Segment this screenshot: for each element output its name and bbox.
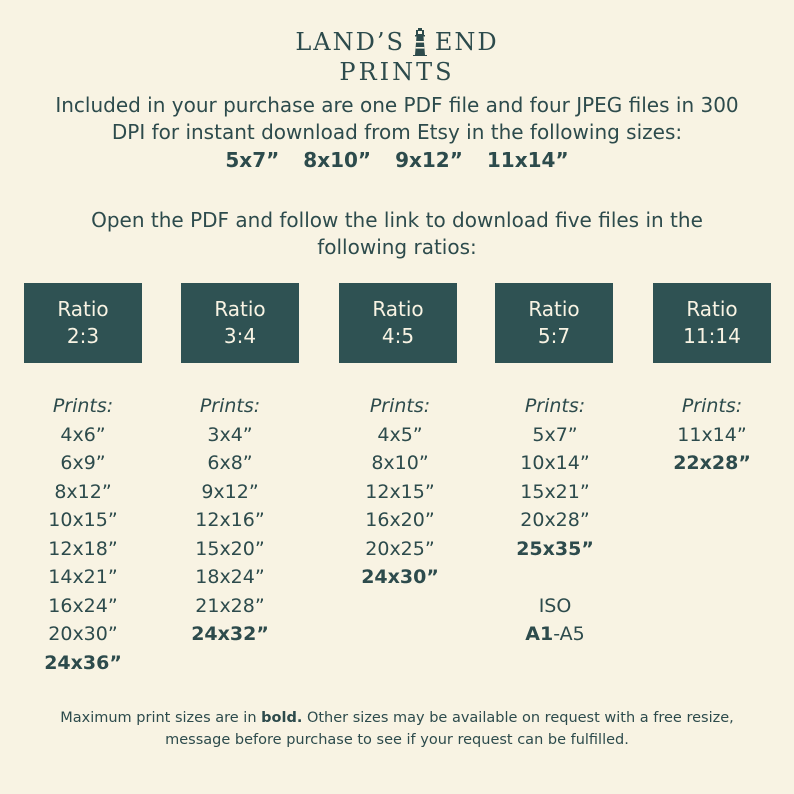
included-size: 8x10” (303, 148, 372, 172)
print-size: 16x20” (365, 509, 435, 531)
prints-header: Prints: (524, 395, 586, 417)
prints-column-4-5 (330, 392, 470, 592)
iso-rest: -A5 (553, 623, 585, 645)
ratio-box-5-7 (495, 283, 613, 363)
print-size: 12x15” (365, 480, 435, 503)
brand-word-prints: PRINTS (339, 58, 455, 86)
print-size: 15x21” (520, 480, 590, 503)
max-print-size: 24x30” (361, 566, 439, 588)
print-size: 5x7” (532, 423, 578, 446)
max-print-size: 25x35” (516, 537, 594, 560)
ratio-box-11-14 (653, 283, 771, 363)
intro-line-2: DPI for instant download from Etsy in the following sizes: (111, 120, 683, 144)
prints-header: Prints: (199, 395, 261, 417)
prints-column-5-7 (485, 392, 625, 649)
print-size: 20x25” (365, 537, 435, 560)
prints-header: Prints: (369, 395, 431, 417)
print-size: 10x15” (48, 509, 118, 531)
print-size: 3x4” (207, 423, 253, 446)
included-size: 11x14” (486, 148, 569, 172)
max-print-size: 22x28” (673, 452, 751, 474)
prints-column-11-14 (642, 392, 782, 478)
pdf-note-line-2: following ratios: (317, 235, 477, 259)
print-size: 14x21” (48, 566, 118, 588)
print-size: 9x12” (201, 480, 259, 503)
print-size: 10x14” (520, 452, 590, 474)
print-size: 12x16” (195, 509, 265, 531)
print-size: 15x20” (195, 537, 265, 560)
ratio-label: Ratio (214, 297, 266, 321)
print-size: 8x10” (371, 452, 429, 474)
brand-logo (0, 28, 794, 86)
print-size: 11x14” (677, 423, 747, 446)
print-size: 20x28” (520, 509, 590, 531)
ratio-box-3-4 (181, 283, 299, 363)
ratio-value: 11:14 (683, 324, 741, 348)
print-size: 20x30” (48, 623, 118, 645)
ratio-box-4-5 (339, 283, 457, 363)
ratio-value: 2:3 (66, 324, 100, 348)
included-sizes (0, 148, 794, 172)
prints-column-3-4 (160, 392, 300, 649)
print-size: 16x24” (48, 594, 118, 617)
ratio-box-2-3 (24, 283, 142, 363)
print-size: 4x5” (377, 423, 423, 446)
print-size: 6x9” (60, 452, 106, 474)
print-size: 12x18” (48, 537, 118, 560)
ratio-value: 4:5 (381, 324, 415, 348)
ratio-value: 3:4 (223, 324, 257, 348)
ratio-label: Ratio (686, 297, 738, 321)
print-size: 21x28” (195, 594, 265, 617)
ratio-value: 5:7 (537, 324, 571, 348)
ratio-label: Ratio (372, 297, 424, 321)
max-print-size: 24x36” (44, 651, 122, 674)
ratio-label: Ratio (528, 297, 580, 321)
print-size: 18x24” (195, 566, 265, 588)
max-print-size: 24x32” (191, 623, 269, 645)
iso-max: A1 (525, 623, 554, 645)
footer-line-1 (0, 707, 794, 729)
footer-note (0, 707, 794, 751)
footer-text: Other sizes may be available on request with a free resize, (302, 710, 734, 726)
ratio-label: Ratio (57, 297, 109, 321)
pdf-note (60, 207, 734, 261)
brand-word-end: END (434, 28, 499, 56)
intro-text (40, 92, 754, 146)
iso-range (485, 620, 625, 649)
footer-bold: bold. (261, 710, 303, 726)
footer-line-2: message before purchase to see if your request can be fulfilled. (165, 732, 629, 748)
brand-name-line (0, 28, 794, 56)
prints-column-2-3 (13, 392, 153, 677)
included-size: 5x7” (225, 148, 280, 172)
prints-header: Prints: (681, 395, 743, 417)
print-size: 8x12” (54, 480, 112, 503)
print-size: 4x6” (60, 423, 106, 446)
included-size: 9x12” (395, 148, 463, 172)
brand-word-lands: LAND’S (295, 28, 405, 56)
pdf-note-line-1: Open the PDF and follow the link to download five files in the (91, 208, 703, 232)
iso-title: ISO (538, 594, 572, 617)
footer-text: Maximum print sizes are in (60, 710, 262, 726)
prints-header: Prints: (52, 395, 114, 417)
lighthouse-icon (411, 28, 429, 56)
spacer (485, 563, 625, 592)
print-size: 6x8” (207, 452, 253, 474)
intro-line-1: Included in your purchase are one PDF file and four JPEG files in 300 (55, 93, 739, 117)
